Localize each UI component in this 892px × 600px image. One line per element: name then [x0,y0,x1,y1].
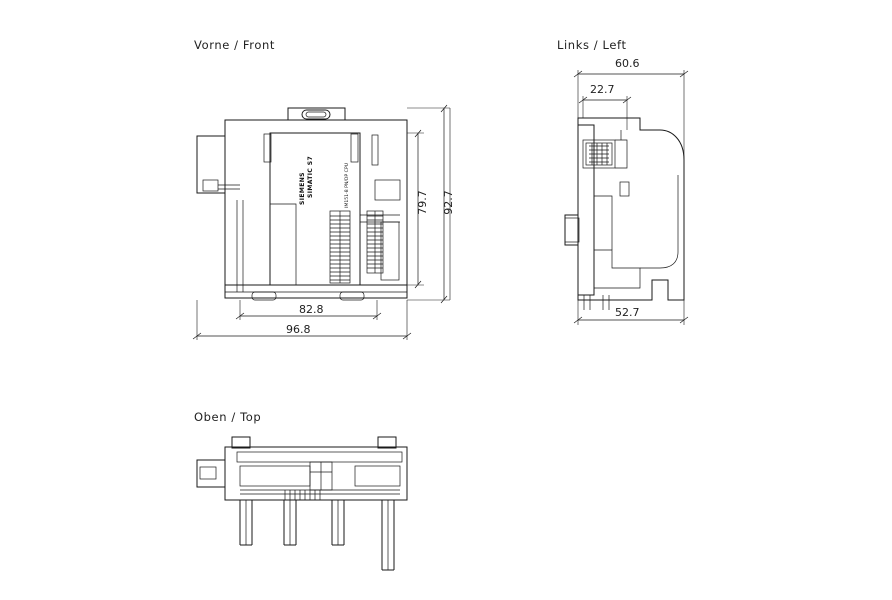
dim-left-width-outer: 60.6 [615,57,640,70]
view-title-front: Vorne / Front [194,38,275,52]
top-view-geometry [197,437,407,570]
dim-left-width-inner: 22.7 [590,83,615,96]
device-brand-label: SIEMENS [299,172,306,205]
left-view-geometry [565,118,684,310]
dim-left-depth: 52.7 [615,306,640,319]
dim-front-width-outer: 96.8 [286,323,311,336]
left-dimensions [574,70,688,325]
view-title-left: Links / Left [557,38,627,52]
view-title-top: Oben / Top [194,410,262,424]
dim-front-height-outer: 92.7 [441,190,455,215]
dim-front-width-inner: 82.8 [299,303,324,316]
device-series-label: SIMATIC S7 [307,155,314,198]
dim-front-height-inner: 79.7 [415,190,429,215]
device-module-label: IM151-8 PN/DP CPU [345,163,350,208]
